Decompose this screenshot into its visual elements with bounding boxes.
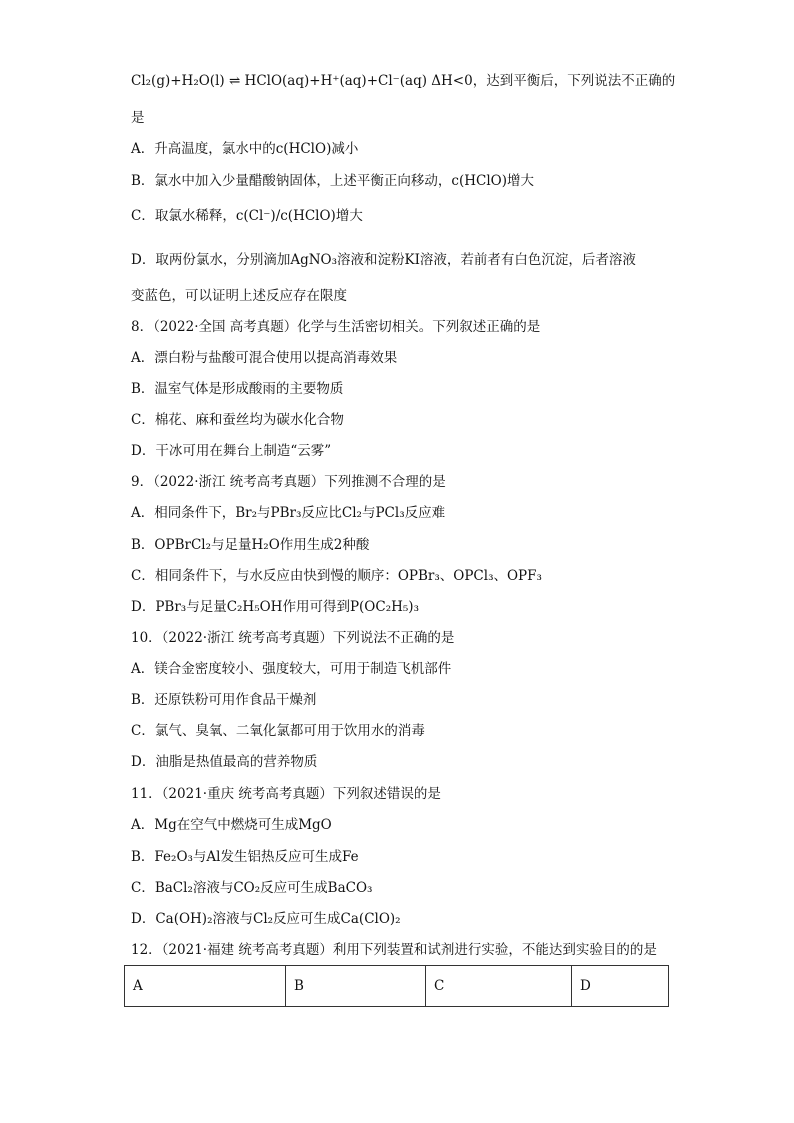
q10-stem: 10．（2022·浙江 统考高考真题）下列说法不正确的是 [131, 630, 455, 646]
q9-stem: 9．（2022·浙江 统考高考真题）下列推测不合理的是 [131, 474, 446, 490]
table-cell-b: B [286, 966, 426, 1007]
q12-stem: 12．（2021·福建 统考高考真题）利用下列装置和试剂进行实验，不能达到实验目的的是 [131, 942, 657, 958]
table-row [125, 966, 669, 1007]
q11-option-c: C．BaCl₂溶液与CO₂反应可生成BaCO₃ [131, 880, 373, 896]
q7-equation: Cl₂(g)+H₂O(l) ⇌ HClO(aq)+H⁺(aq)+Cl⁻(aq) ΔH<0 [131, 73, 473, 89]
q10-option-d: D．油脂是热值最高的营养物质 [131, 754, 318, 770]
q9-option-b: B．OPBrCl₂与足量H₂O作用生成2种酸 [131, 537, 370, 553]
table-cell-c: C [426, 966, 572, 1007]
q7-stem-line2: 是 [131, 110, 145, 126]
q7-option-b: B．氯水中加入少量醋酸钠固体，上述平衡正向移动，c(HClO)增大 [131, 173, 535, 189]
q7-option-c: C．取氯水稀释，c(Cl⁻)/c(HClO)增大 [131, 208, 363, 224]
q7-option-d-cont: 变蓝色，可以证明上述反应存在限度 [131, 288, 347, 304]
q8-option-a: A．漂白粉与盐酸可混合使用以提高消毒效果 [131, 350, 398, 366]
q9-option-a: A．相同条件下，Br₂与PBr₃反应比Cl₂与PCl₃反应难 [131, 505, 446, 521]
q8-option-b: B．温室气体是形成酸雨的主要物质 [131, 381, 344, 397]
q11-option-a: A．Mg在空气中燃烧可生成MgO [131, 817, 332, 833]
q8-stem: 8．（2022·全国 高考真题）化学与生活密切相关。下列叙述正确的是 [131, 319, 541, 335]
q9-option-d: D．PBr₃与足量C₂H₅OH作用可得到P(OC₂H₅)₃ [131, 599, 419, 615]
table-cell-d: D [572, 966, 669, 1007]
q7-option-a: A．升高温度，氯水中的c(HClO)减小 [131, 141, 359, 157]
q11-option-d: D．Ca(OH)₂溶液与Cl₂反应可生成Ca(ClO)₂ [131, 911, 401, 927]
table-cell-a: A [125, 966, 286, 1007]
q7-option-d: D．取两份氯水，分别滴加AgNO₃溶液和淀粉KI溶液，若前者有白色沉淀，后者溶液 [131, 252, 636, 268]
q8-option-c: C．棉花、麻和蚕丝均为碳水化合物 [131, 412, 344, 428]
q12-options-table [124, 965, 669, 1007]
q7-stem-rest: ，达到平衡后，下列说法不正确的 [472, 73, 676, 89]
q9-option-c: C．相同条件下，与水反应由快到慢的顺序：OPBr₃、OPCl₃、OPF₃ [131, 568, 542, 584]
q7-stem-line1 [131, 72, 675, 90]
q10-option-a: A．镁合金密度较小、强度较大，可用于制造飞机部件 [131, 661, 452, 677]
q10-option-c: C．氯气、臭氧、二氧化氯都可用于饮用水的消毒 [131, 723, 425, 739]
q10-option-b: B．还原铁粉可用作食品干燥剂 [131, 692, 317, 708]
q8-option-d: D．干冰可用在舞台上制造“云雾” [131, 443, 332, 459]
q11-option-b: B．Fe₂O₃与Al发生铝热反应可生成Fe [131, 849, 359, 865]
q11-stem: 11．（2021·重庆 统考高考真题）下列叙述错误的是 [131, 786, 441, 802]
